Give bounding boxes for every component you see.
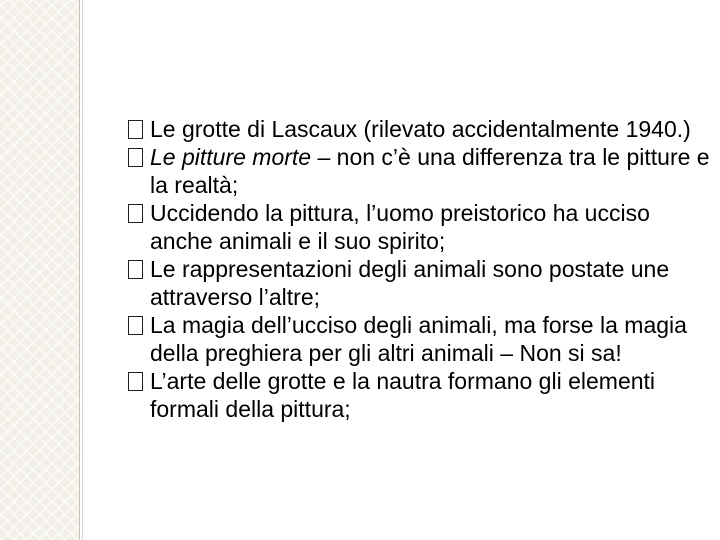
- missing-glyph-bullet-icon: [128, 316, 143, 335]
- bullet-item: [128, 311, 713, 367]
- bullet-item: [128, 143, 713, 199]
- bullet-text: L’arte delle grotte e la nautra formano gli elementi formali della pittura;: [150, 368, 656, 422]
- slide-bullet-list: [128, 115, 713, 423]
- bullet-item: [128, 255, 713, 311]
- bullet-text: Uccidendo la pittura, l’uomo preistorico ha ucciso anche animali e il suo spirito;: [150, 200, 650, 254]
- bullet-text: Le grotte di Lascaux (rilevato accidentalmente 1940.): [150, 116, 691, 142]
- missing-glyph-bullet-icon: [128, 148, 143, 167]
- bullet-text: – non c’è una differenza tra le pitture e la realtà;: [150, 144, 710, 198]
- bullet-item: [128, 367, 713, 423]
- bullet-item: [128, 199, 713, 255]
- bullet-italic-text: Le pitture morte: [150, 144, 312, 170]
- side-divider-line-inner: [82, 0, 83, 540]
- bullet-item: [128, 115, 713, 143]
- missing-glyph-bullet-icon: [128, 372, 143, 391]
- missing-glyph-bullet-icon: [128, 120, 143, 139]
- decorative-side-panel: [0, 0, 79, 540]
- missing-glyph-bullet-icon: [128, 260, 143, 279]
- bullet-text: La magia dell’ucciso degli animali, ma forse la magia della preghiera per gli altri animali – Non si sa!: [150, 312, 687, 366]
- side-divider-line: [79, 0, 80, 540]
- missing-glyph-bullet-icon: [128, 204, 143, 223]
- bullet-text: Le rappresentazioni degli animali sono postate une attraverso l’altre;: [150, 256, 670, 310]
